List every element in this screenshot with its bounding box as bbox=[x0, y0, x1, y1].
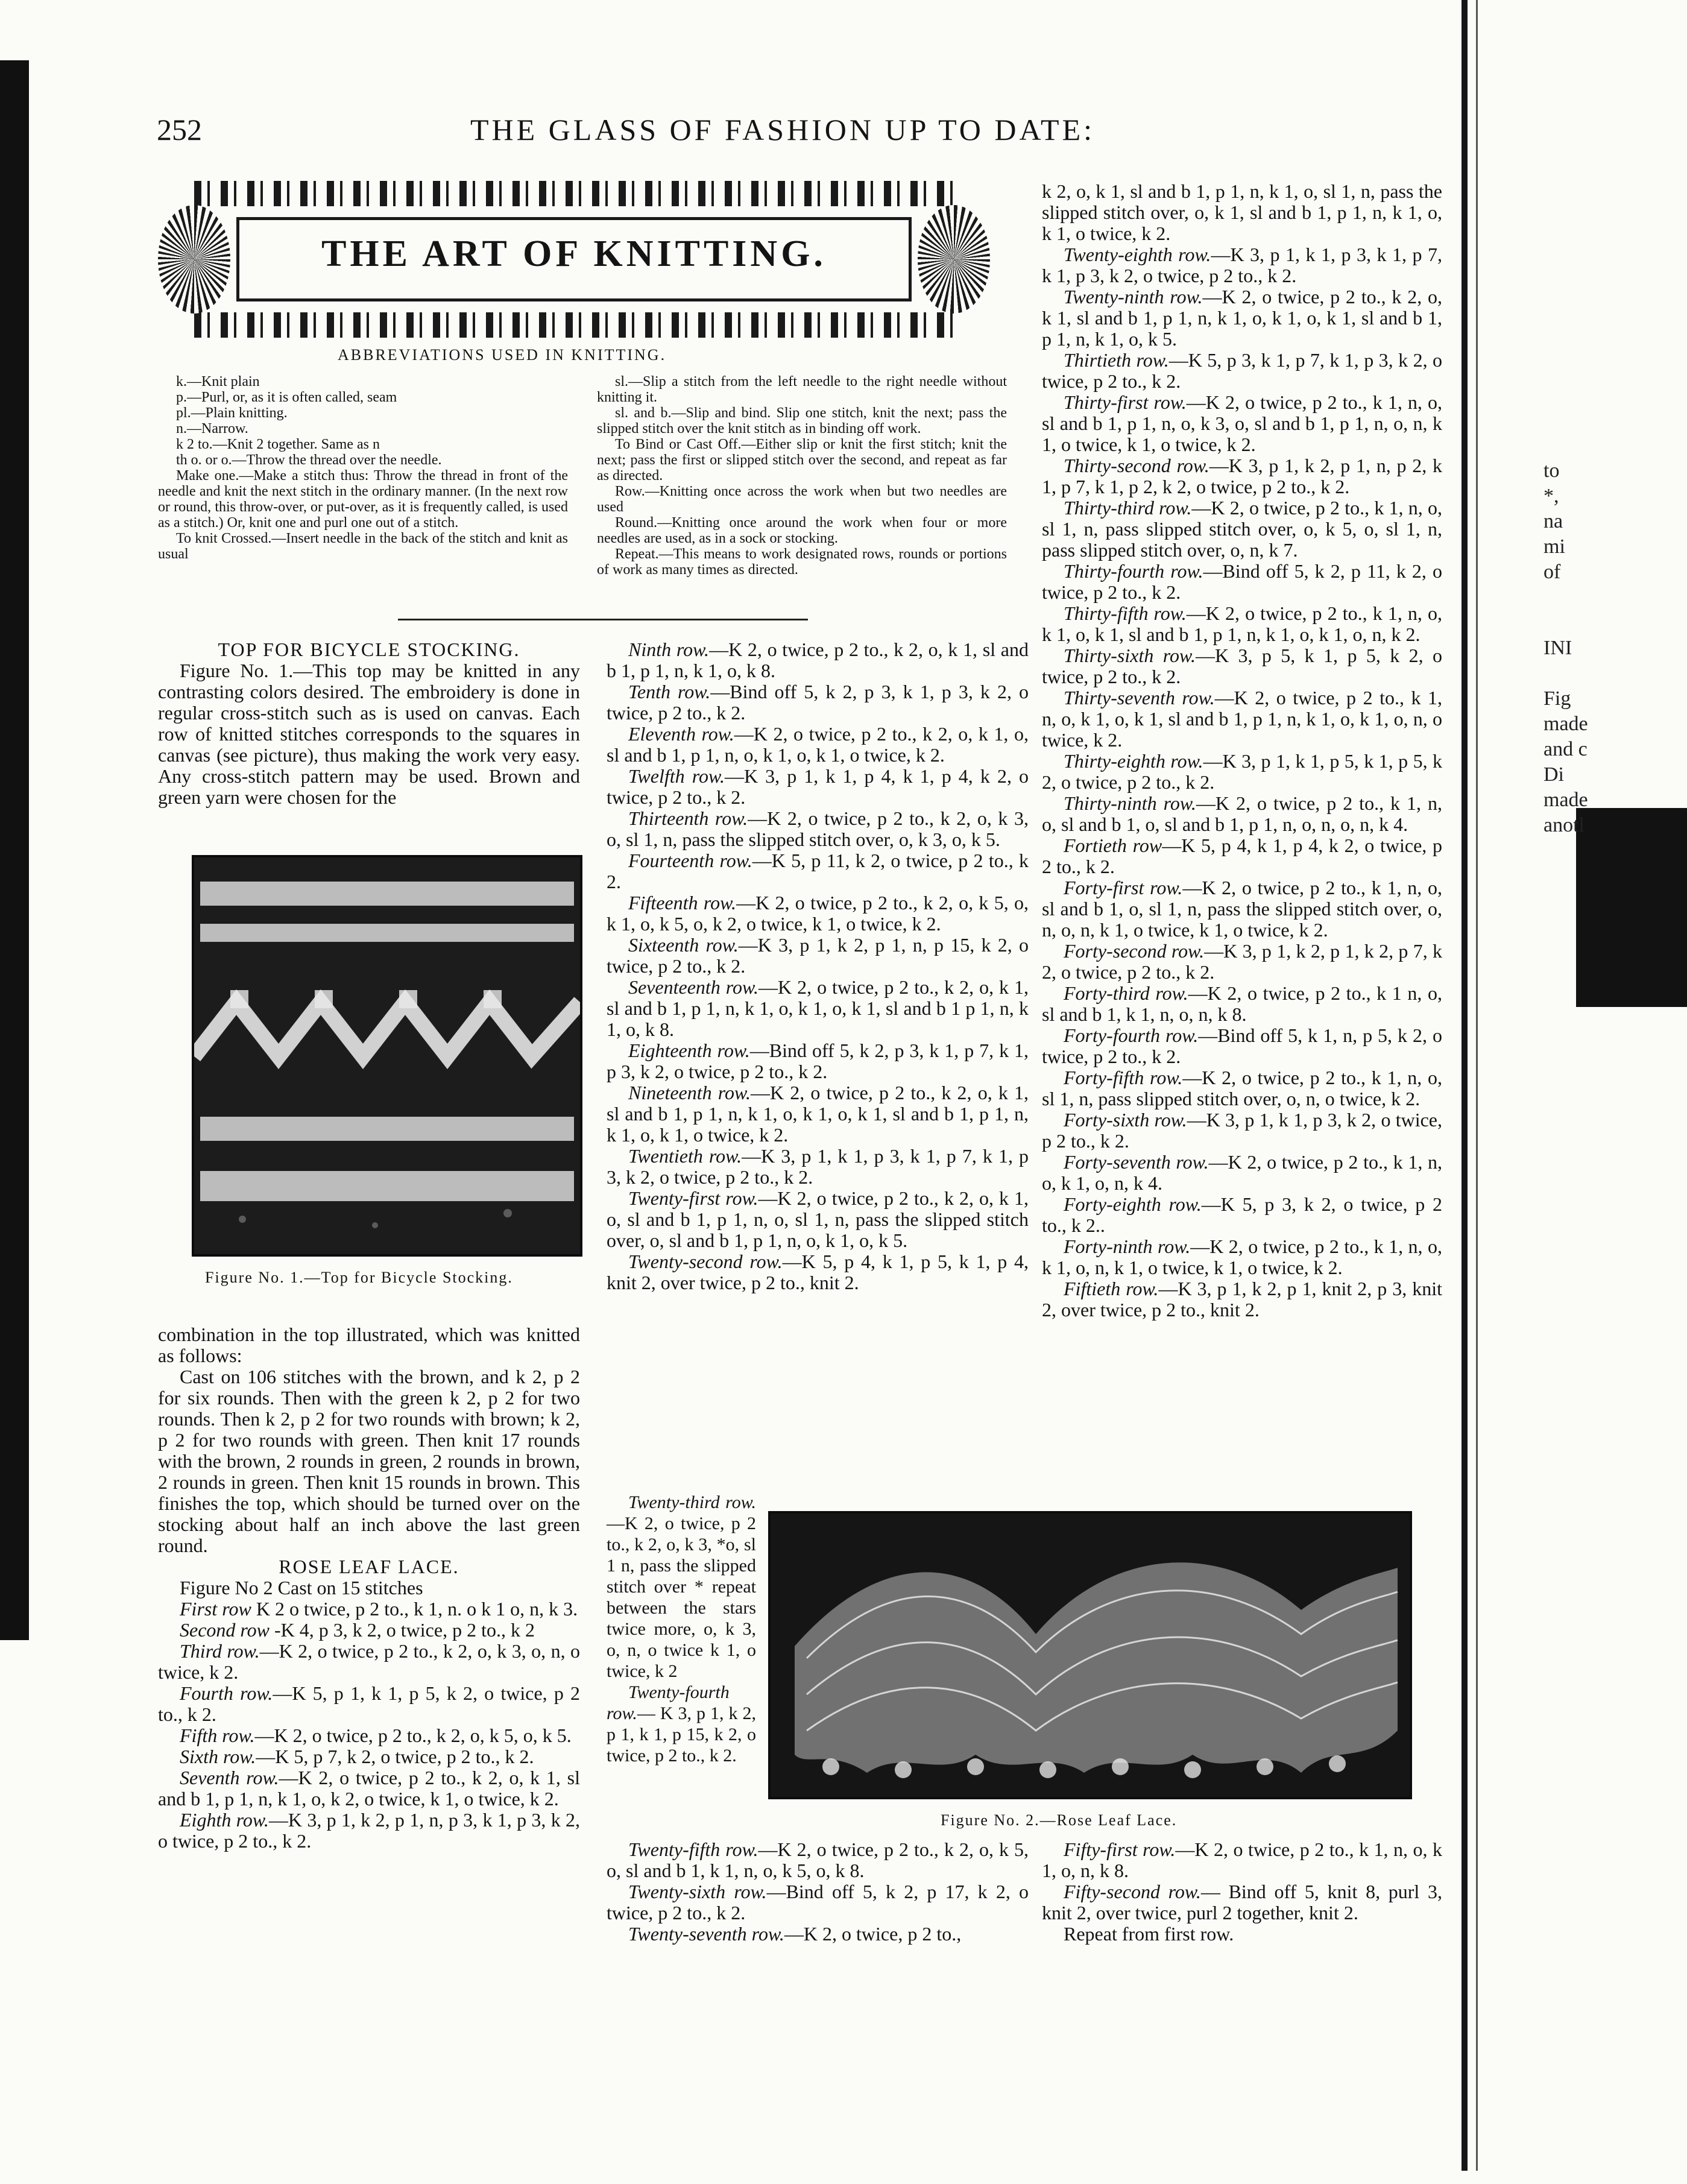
next-page-fragment bbox=[1544, 585, 1687, 610]
abbreviation-entry: To knit Crossed.—Insert needle in the back of the stitch and knit as usual bbox=[158, 531, 568, 562]
row-text: —K 2, o twice, p 2 to., k 2, o, k 3, o, n, o twice, k 2. bbox=[158, 1640, 581, 1683]
title-banner bbox=[158, 181, 990, 338]
row-text: —K 3, p 1, k 1, p 3, k 1, p 7, k 1, p 3, k 2, o twice, p 2 to., k 2. bbox=[1042, 244, 1443, 286]
row-text: —K 5, p 4, k 1, p 4, k 2, o twice, p 2 to., k 2. bbox=[1042, 835, 1443, 877]
twenty-fourth-row bbox=[607, 1682, 756, 1766]
combination-text: combination in the top illustrated, which was knitted as follows: bbox=[158, 1324, 580, 1366]
next-page-fragment bbox=[1544, 610, 1687, 636]
row-text: —K 2, o twice, p 2 to., k 2, o, k 5, o, k 1, o, k 5, o, k 2, o twice, k 1, o twice, k 2. bbox=[607, 892, 1029, 935]
next-page-fragment: mi bbox=[1544, 535, 1565, 558]
row-label: Forty-eighth row. bbox=[1064, 1193, 1202, 1215]
row-text: —Bind off 5, k 2, p 3, k 1, p 3, k 2, o twice, p 2 to., k 2. bbox=[607, 681, 1029, 724]
abbreviations-left-column bbox=[158, 374, 568, 562]
banner-ornament-top bbox=[194, 181, 954, 206]
next-page-fragment: anotl bbox=[1544, 814, 1585, 836]
pattern-row bbox=[607, 1188, 1029, 1251]
pattern-row bbox=[1042, 1278, 1442, 1321]
pattern-row bbox=[1042, 877, 1442, 941]
row-label: First row bbox=[180, 1598, 251, 1620]
pattern-row bbox=[1042, 1109, 1442, 1152]
row-text: —K 2, o twice, p 2 to., k 1, n, o, sl and b 1, o, sl and b 1, p 1, n, o, n, o, n, k 4. bbox=[1042, 792, 1443, 835]
row-text: —K 5, p 7, k 2, o twice, p 2 to., k 2. bbox=[256, 1746, 534, 1767]
row-label: Fiftieth row. bbox=[1064, 1278, 1159, 1299]
row-label: Second row bbox=[180, 1619, 270, 1641]
continued-row-text: k 2, o, k 1, sl and b 1, p 1, n, k 1, o, sl 1, n, pass the slipped stitch over, o, k 1, sl and b 1, p 1, n, k 1, o, k 1, o twice, k 2. bbox=[1042, 180, 1442, 244]
next-page-fragment: Fig bbox=[1544, 687, 1571, 710]
pattern-row bbox=[607, 977, 1029, 1040]
row-text: —Bind off 5, k 2, p 17, k 2, o twice, p 2 to., k 2. bbox=[607, 1881, 1029, 1924]
row-label: Tenth row. bbox=[628, 681, 711, 702]
abbreviation-entry: th o. or o.—Throw the thread over the needle. bbox=[176, 452, 442, 468]
figure-1-photo bbox=[192, 855, 582, 1257]
row-label: Fifty-second row. bbox=[1064, 1881, 1201, 1902]
row-label: Forty-second row. bbox=[1064, 940, 1205, 962]
row-text: —K 2, o twice, p 2 to., k 2, o, k 1, o, sl and b 1, p 1, n, o, k 1, o, k 1, o twice, k 2. bbox=[607, 723, 1029, 766]
row-text: —K 2, o twice, p 2 to., k 2, o, k 1, sl and b 1, p 1, n, k 1, o, k 8. bbox=[607, 639, 1029, 681]
abbreviations-right-column bbox=[597, 374, 1007, 578]
pattern-row bbox=[607, 1881, 1029, 1924]
row-text: —K 3, p 5, k 1, p 5, k 2, o twice, p 2 to., k 2. bbox=[1042, 645, 1443, 687]
row-label: Thirteenth row. bbox=[628, 807, 748, 829]
pattern-row bbox=[1042, 793, 1442, 835]
row-label: Fifteenth row. bbox=[628, 892, 737, 914]
row-label: Fourteenth row. bbox=[628, 850, 752, 871]
figure-2-caption: Figure No. 2.—Rose Leaf Lace. bbox=[941, 1811, 1178, 1829]
pattern-row bbox=[607, 892, 1029, 935]
next-page-fragment: to bbox=[1544, 459, 1560, 482]
next-page-fragment: Di bbox=[1544, 763, 1564, 786]
section-heading-rose-leaf: ROSE LEAF LACE. bbox=[279, 1556, 459, 1577]
abbreviation-entry: k.—Knit plain bbox=[176, 374, 260, 390]
row-label: Thirty-ninth row. bbox=[1064, 792, 1196, 814]
row-label: Thirty-seventh row. bbox=[1064, 687, 1215, 709]
article-title: THE ART OF KNITTING. bbox=[321, 233, 827, 274]
pattern-row bbox=[607, 935, 1029, 977]
pattern-row bbox=[158, 1767, 580, 1810]
pattern-row bbox=[1042, 1067, 1442, 1109]
pattern-row bbox=[607, 808, 1029, 850]
pattern-row bbox=[1042, 392, 1442, 455]
row-text: —K 3, p 1, k 2, p 1, knit 2, p 3, knit 2, over twice, p 2 to., knit 2. bbox=[1042, 1278, 1443, 1321]
pattern-row bbox=[1042, 941, 1442, 983]
column-1-top bbox=[158, 639, 580, 808]
pattern-row bbox=[1042, 561, 1442, 603]
next-page-fragment: made bbox=[1544, 713, 1588, 735]
row-label: Thirty-fourth row. bbox=[1064, 560, 1203, 582]
row-label: Fourth row. bbox=[180, 1682, 273, 1704]
row-label: Thirty-second row. bbox=[1064, 455, 1209, 476]
row-label: Thirty-third row. bbox=[1064, 497, 1192, 519]
pattern-row bbox=[158, 1746, 580, 1767]
row-label: Third row. bbox=[180, 1640, 260, 1662]
pattern-row bbox=[1042, 1839, 1442, 1881]
row-label: Eighteenth row. bbox=[628, 1040, 750, 1061]
bicycle-intro-text: Figure No. 1.—This top may be knitted in any contrasting colors desired. The embroidery is done in regular cross-stitch such as is used on canvas. Each row of knitted stitches corresponds to the squares in canvas (see picture), thus making the work very easy. Any cross-stitch pattern may be used. Brown and green yarn were chosen for the bbox=[158, 660, 580, 808]
row-text: —K 5, p 3, k 2, o twice, p 2 to., k 2.. bbox=[1042, 1193, 1443, 1236]
row-text: —K 5, p 11, k 2, o twice, p 2 to., k 2. bbox=[607, 850, 1029, 892]
row-label: Forty-fifth row. bbox=[1064, 1067, 1183, 1088]
row-label: Twenty-second row. bbox=[628, 1251, 783, 1272]
pattern-row bbox=[1042, 244, 1442, 286]
row-text: —K 2, o twice, p 2 to., k 1, n, o, sl 1, n, pass slipped stitch over, o, n, o twice, k 2. bbox=[1042, 1067, 1443, 1109]
abbreviations-heading: ABBREVIATIONS USED IN KNITTING. bbox=[338, 346, 667, 364]
row-label: Twenty-fifth row. bbox=[628, 1838, 758, 1860]
row-label: Thirty-sixth row. bbox=[1064, 645, 1196, 666]
row-text: —K 2, o twice, p 2 to., k 1, n, o, k 1, o, n, k 8. bbox=[1042, 1838, 1442, 1881]
next-page-fragment-text bbox=[1544, 458, 1687, 838]
pattern-row bbox=[1042, 1025, 1442, 1067]
abbreviation-entry: pl.—Plain knitting. bbox=[176, 405, 288, 421]
pattern-row bbox=[1042, 751, 1442, 793]
column-2-narrow bbox=[607, 1492, 756, 1766]
row-text: -K 4, p 3, k 2, o twice, p 2 to., k 2 bbox=[270, 1619, 535, 1641]
row-text: —Bind off 5, k 2, p 3, k 1, p 7, k 1, p 3, k 2, o twice, p 2 to., k 2. bbox=[607, 1040, 1029, 1082]
row-text: —K 2, o twice, p 2 to., k 1 n, o, sl and b 1, k 1, n, o, n, k 8. bbox=[1042, 982, 1443, 1025]
row-text: —K 2, o twice, p 2 to., bbox=[784, 1923, 962, 1945]
pattern-row bbox=[607, 1146, 1029, 1188]
row-text: —K 2, o twice, p 2 to., k 1, n, o, k 1, o, k 1, sl and b 1, p 1, n, k 1, o, k 1, o, n, k 2. bbox=[1042, 602, 1443, 645]
row-text: —K 2, o twice, p 2 to., k 2, o, k 3, *o, sl 1 n, pass the slipped stitch over * repeat between the stars twice more, o, k 3, o, n, o twice k 1, o twice, k 2 bbox=[607, 1513, 756, 1681]
abbreviation-entry: Make one.—Make a stitch thus: Throw the thread in front of the needle and knit the next stitch in the ordinary manner. (In the next row or round, this throw-over, or put-over, as it is frequently called, is used as a stitch.) Or, knit one and purl one out of a stitch. bbox=[158, 468, 568, 531]
row-label: Forty-sixth row. bbox=[1064, 1109, 1187, 1131]
row-text: —K 3, p 1, k 1, p 5, k 1, p 5, k 2, o twice, p 2 to., k 2. bbox=[1042, 750, 1443, 793]
section-rule bbox=[398, 619, 808, 620]
row-label: Twenty-ninth row. bbox=[1064, 286, 1203, 308]
row-label: Eleventh row. bbox=[628, 723, 734, 745]
pattern-row bbox=[607, 1924, 1029, 1945]
row-label: Twelfth row. bbox=[628, 765, 725, 787]
figure-1-caption: Figure No. 1.—Top for Bicycle Stocking. bbox=[205, 1269, 513, 1286]
row-label: Fifty-first row. bbox=[1064, 1838, 1176, 1860]
row-text: —K 5, p 4, k 1, p 5, k 1, p 4, knit 2, over twice, p 2 to., knit 2. bbox=[607, 1251, 1029, 1293]
row-label: Forty-ninth row. bbox=[1064, 1236, 1191, 1257]
row-label: Forty-third row. bbox=[1064, 982, 1188, 1004]
row-text: —K 3, p 1, k 2, p 1, k 2, p 7, k 2, o twice, p 2 to., k 2. bbox=[1042, 940, 1443, 983]
column-1-bottom bbox=[158, 1324, 580, 1852]
row-label: Twentieth row. bbox=[628, 1145, 742, 1167]
pattern-row bbox=[158, 1641, 580, 1683]
row-text: —K 2, o twice, p 2 to., k 1, n, o, k 1, o, n, k 1, o twice, k 1, o twice, k 2. bbox=[1042, 1236, 1443, 1278]
row-label: Twenty-third row. bbox=[628, 1492, 756, 1512]
row-text: —K 2, o twice, p 2 to., k 2, o, k 1, o, sl and b 1, p 1, n, o, sl 1, n, pass the slipped stitch over, o, sl and b 1, p 1, n, o, k 1, o, k 5. bbox=[607, 1187, 1029, 1251]
abbreviation-entry: Repeat.—This means to work designated rows, rounds or portions of work as many times as directed. bbox=[597, 546, 1007, 578]
page-number: 252 bbox=[157, 113, 202, 147]
row-label: Fifth row. bbox=[180, 1725, 255, 1746]
page-gutter-line bbox=[1462, 0, 1468, 2171]
row-text: —K 3, p 1, k 2, p 1, n, p 15, k 2, o twice, p 2 to., k 2. bbox=[607, 934, 1029, 977]
abbreviation-entry: Row.—Knitting once across the work when but two needles are used bbox=[597, 484, 1007, 515]
row-text: — K 3, p 1, k 2, p 1, k 1, p 15, k 2, o twice, p 2 to., k 2. bbox=[607, 1703, 756, 1766]
row-text: —K 3, p 1, k 2, p 1, n, p 2, k 1, p 7, k 1, p 2, k 2, o twice, p 2 to., k 2. bbox=[1042, 455, 1443, 497]
row-text: —K 2, o twice, p 2 to., k 2, o, k 1, sl and b 1, p 1, n, k 1, o, k 1, o, k 1, sl and b 1 p 1, n, k 1, o, k 8. bbox=[607, 976, 1029, 1040]
row-text: — Bind off 5, knit 8, purl 3, knit 2, over twice, purl 2 together, knit 2. bbox=[1042, 1881, 1443, 1924]
column-2-bottom bbox=[607, 1839, 1029, 1945]
abbreviation-entry: sl. and b.—Slip and bind. Slip one stitch, knit the next; pass the slipped stitch over the knit stitch as in binding off work. bbox=[597, 405, 1007, 437]
pattern-row bbox=[1042, 1236, 1442, 1278]
row-label: Forty-fourth row. bbox=[1064, 1024, 1199, 1046]
next-page-fragment: of bbox=[1544, 561, 1561, 583]
next-page-fragment: *, bbox=[1544, 485, 1559, 507]
row-label: Forty-seventh row. bbox=[1064, 1151, 1209, 1173]
pattern-row bbox=[1042, 645, 1442, 687]
row-label: Ninth row. bbox=[628, 639, 710, 660]
pattern-row bbox=[607, 639, 1029, 681]
pattern-row bbox=[607, 681, 1029, 724]
pattern-row bbox=[158, 1599, 580, 1620]
row-text: —K 2, o twice, p 2 to., k 2, o, k 1, sl and b 1, p 1, n, k 1, o, k 2, o twice, k 1, o twice, k 2. bbox=[158, 1767, 581, 1810]
pattern-row bbox=[1042, 286, 1442, 350]
row-label: Seventeenth row. bbox=[628, 976, 759, 998]
row-label: Sixth row. bbox=[180, 1746, 256, 1767]
row-text: —K 2, o twice, p 2 to., k 1, n, o, sl 1, n, pass slipped stitch over, o, k 5, o, sl 1, n, pass slipped stitch over, o, n, k 7. bbox=[1042, 497, 1443, 561]
column-3-bottom bbox=[1042, 1839, 1442, 1945]
row-text: —Bind off 5, k 1, n, p 5, k 2, o twice, p 2 to., k 2. bbox=[1042, 1024, 1443, 1067]
row-text: —K 2, o twice, p 2 to., k 1, n, o, k 1, o, n, k 4. bbox=[1042, 1151, 1443, 1194]
row-text: —K 5, p 1, k 1, p 5, k 2, o twice, p 2 to., k 2. bbox=[158, 1682, 581, 1725]
abbreviation-entry: n.—Narrow. bbox=[176, 421, 248, 437]
pattern-row bbox=[1042, 983, 1442, 1025]
pattern-row bbox=[1042, 687, 1442, 751]
pattern-row bbox=[607, 1251, 1029, 1293]
row-text: —K 3, p 1, k 2, p 1, n, p 3, k 1, p 3, k 2, o twice, p 2 to., k 2. bbox=[158, 1809, 581, 1852]
running-head: THE GLASS OF FASHION UP TO DATE: bbox=[470, 113, 1096, 147]
rose-leaf-lace-image bbox=[771, 1513, 1410, 1797]
row-text: —K 5, p 3, k 1, p 7, k 1, p 3, k 2, o twice, p 2 to., k 2. bbox=[1042, 349, 1443, 392]
pattern-row bbox=[1042, 603, 1442, 645]
pattern-row bbox=[607, 1040, 1029, 1082]
pattern-row bbox=[607, 1082, 1029, 1146]
pattern-row bbox=[1042, 1194, 1442, 1236]
pattern-row bbox=[607, 724, 1029, 766]
pattern-row bbox=[1042, 350, 1442, 392]
pattern-row bbox=[607, 766, 1029, 808]
row-label: Twenty-fourth row. bbox=[607, 1682, 730, 1723]
row-label: Forty-first row. bbox=[1064, 877, 1183, 898]
pattern-row bbox=[1042, 455, 1442, 497]
twenty-third-row bbox=[607, 1492, 756, 1682]
pattern-row bbox=[158, 1725, 580, 1746]
pattern-row bbox=[607, 850, 1029, 892]
pattern-row bbox=[158, 1683, 580, 1725]
figure-2-photo bbox=[768, 1511, 1412, 1799]
abbreviation-entry: p.—Purl, or, as it is often called, seam bbox=[176, 390, 397, 405]
next-page-fragment: INI bbox=[1544, 637, 1572, 659]
pattern-row bbox=[158, 1810, 580, 1852]
rose-leaf-intro: Figure No 2 Cast on 15 stitches bbox=[180, 1577, 423, 1599]
row-label: Thirtieth row. bbox=[1064, 349, 1169, 371]
banner-ornament-bottom bbox=[194, 312, 954, 338]
row-text: —Bind off 5, k 2, p 11, k 2, o twice, p 2 to., k 2. bbox=[1042, 560, 1443, 603]
pattern-row bbox=[1042, 497, 1442, 561]
pattern-row bbox=[1042, 1152, 1442, 1194]
next-page-fragment: made bbox=[1544, 789, 1588, 811]
row-label: Nineteenth row. bbox=[628, 1082, 751, 1103]
row-label: Seventh row. bbox=[180, 1767, 279, 1788]
next-page-fragment bbox=[1544, 661, 1687, 686]
pattern-row bbox=[158, 1620, 580, 1641]
cast-on-instructions: Cast on 106 stitches with the brown, and k 2, p 2 for six rounds. Then with the green k 2, p 2 for two rounds. Then k 2, p 2 for two rounds with brown; k 2, p 2 for two rounds with green. Then knit 17 rounds with the brown, 2 rounds in green, 2 rounds in brown, 2 rounds in green. Then knit 15 rounds in brown. This finishes the top, which should be turned over on the stocking about half an inch above the last green round. bbox=[158, 1366, 580, 1556]
abbreviation-entry: k 2 to.—Knit 2 together. Same as n bbox=[176, 437, 380, 452]
row-label: Twenty-seventh row. bbox=[628, 1923, 784, 1945]
row-label: Sixteenth row. bbox=[628, 934, 739, 956]
page-gutter-line-thin bbox=[1476, 0, 1478, 2171]
pattern-row bbox=[1042, 1881, 1442, 1924]
row-label: Eighth row. bbox=[180, 1809, 269, 1831]
row-text: —K 2, o twice, p 2 to., k 2, o, k 1, sl and b 1, p 1, n, k 1, o, k 1, o, k 1, sl and b 1, p 1, n, k 1, o, k 1, o twice, k 2. bbox=[607, 1082, 1029, 1146]
knitted-stocking-top-image bbox=[194, 857, 580, 1254]
row-text: —K 2, o twice, p 2 to., k 1, n, o, k 1, o, k 1, sl and b 1, p 1, n, k 1, o, k 1, o, n, o twice, k 2. bbox=[1042, 687, 1443, 751]
row-text: —K 3, p 1, k 1, p 3, k 1, p 7, k 1, p 3, k 2, o twice, p 2 to., k 2. bbox=[607, 1145, 1029, 1188]
row-label: Thirty-fifth row. bbox=[1064, 602, 1187, 624]
row-text: —K 2, o twice, p 2 to., k 1, n, o, sl and b 1, p 1, n, o, k 3, o, sl and b 1, p 1, n, o, n, k 1, o twice, k 1, o twice, k 2. bbox=[1042, 391, 1443, 455]
row-label: Twenty-eighth row. bbox=[1064, 244, 1211, 265]
column-2 bbox=[607, 639, 1029, 1293]
row-text: —K 2, o twice, p 2 to., k 2, o, k 5, o, sl and b 1, k 1, n, o, k 5, o, k 8. bbox=[607, 1838, 1029, 1881]
row-label: Twenty-sixth row. bbox=[628, 1881, 767, 1902]
row-label: Fortieth row bbox=[1064, 835, 1162, 856]
scan-edge-shadow bbox=[0, 60, 29, 1640]
row-label: Thirty-first row. bbox=[1064, 391, 1187, 413]
column-3 bbox=[1042, 181, 1442, 1321]
pattern-row bbox=[1042, 835, 1442, 877]
row-text: K 2 o twice, p 2 to., k 1, n. o k 1 o, n, k 3. bbox=[251, 1598, 578, 1620]
repeat-instruction: Repeat from first row. bbox=[1064, 1923, 1234, 1945]
row-text: —K 3, p 1, k 1, p 3, k 2, o twice, p 2 to., k 2. bbox=[1042, 1109, 1443, 1152]
next-page-fragment: na bbox=[1544, 510, 1563, 532]
row-text: —K 2, o twice, p 2 to., k 2, o, k 5, o, k 5. bbox=[254, 1725, 572, 1746]
abbreviation-entry: sl.—Slip a stitch from the left needle to the right needle without knitting it. bbox=[597, 374, 1007, 405]
next-page-fragment: and c bbox=[1544, 738, 1588, 760]
pattern-row bbox=[607, 1839, 1029, 1881]
abbreviation-entry: To Bind or Cast Off.—Either slip or knit the first stitch; knit the next; pass the first or slipped stitch over the second, and repeat as far as directed. bbox=[597, 437, 1007, 484]
row-text: —K 2, o twice, p 2 to., k 2, o, k 3, o, sl 1, n, pass the slipped stitch over, o, k 3, o, k 5. bbox=[607, 807, 1029, 850]
row-label: Twenty-first row. bbox=[628, 1187, 758, 1209]
section-heading-bicycle: TOP FOR BICYCLE STOCKING. bbox=[218, 639, 520, 660]
row-text: —K 3, p 1, k 1, p 4, k 1, p 4, k 2, o twice, p 2 to., k 2. bbox=[607, 765, 1029, 808]
row-label: Thirty-eighth row. bbox=[1064, 750, 1203, 772]
abbreviation-entry: Round.—Knitting once around the work when four or more needles are used, as in a sock or stocking. bbox=[597, 515, 1007, 546]
row-text: —K 2, o twice, p 2 to., k 1, n, o, sl and b 1, o, sl 1, n, pass the slipped stitch over, o, n, o, n, k 1, o twice, k 1, o twice, k 2. bbox=[1042, 877, 1443, 941]
row-text: —K 2, o twice, p 2 to., k 2, o, k 1, sl and b 1, p 1, n, k 1, o, k 1, o, k 1, sl and b 1, p 1, n, k 1, o, k 5. bbox=[1042, 286, 1442, 350]
